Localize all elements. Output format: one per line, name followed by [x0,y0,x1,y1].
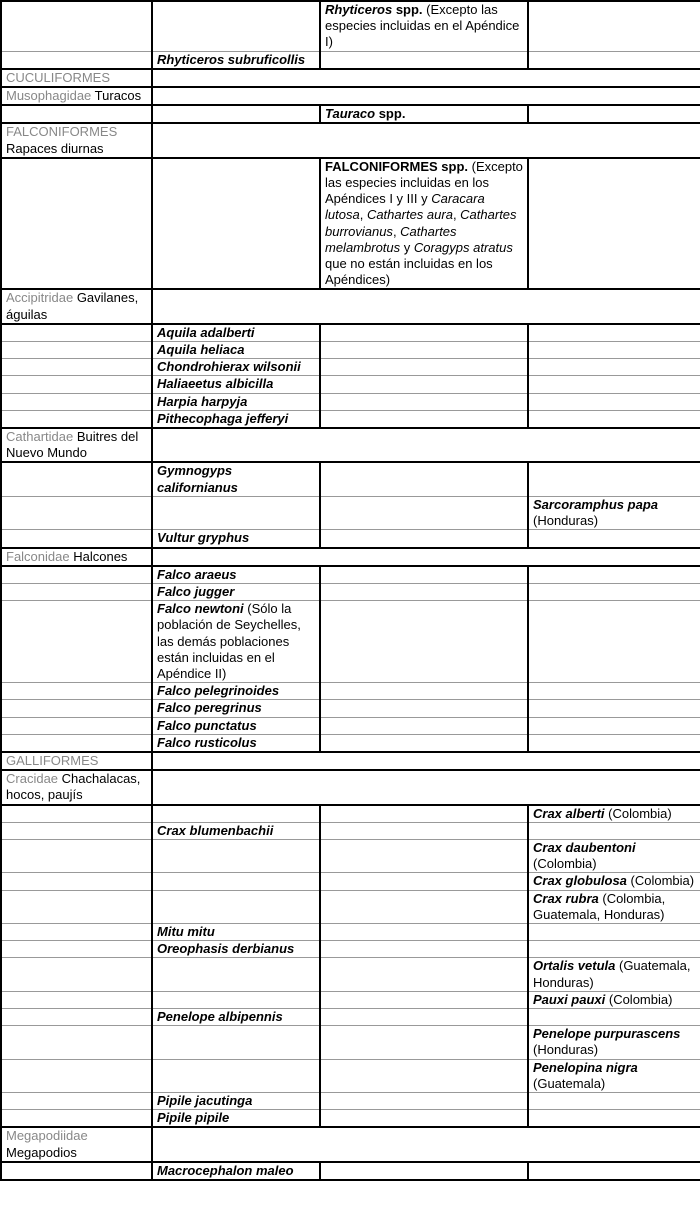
taxon-cell [1,923,152,940]
appendix-ii-cell [320,496,528,529]
note-text: y [400,239,414,255]
species-name: Falco jugger [157,583,235,599]
taxon-cell [1,462,152,496]
appendix-iii-cell [528,566,700,584]
species-name: Crax blumenbachii [157,822,274,838]
appendix-iii-cell [528,890,700,923]
taxon-cell [1,734,152,752]
taxon-cell [1,158,152,290]
species-row [1,941,700,958]
appendix-i-cell [152,1127,700,1161]
taxon-cell [1,770,152,804]
appendix-iii-cell [528,51,700,69]
appendix-iii-cell [528,530,700,548]
appendix-i-cell [152,359,320,376]
species-name: Macrocephalon maleo [157,1162,294,1178]
appendix-iii-cell [528,1008,700,1025]
species-name: Vultur gryphus [157,530,250,546]
appendix-iii-cell [528,734,700,752]
taxon-row [1,69,700,87]
taxon-row [1,87,700,105]
note-text: (Excepto las especies incluidas en los Apéndices I y III y [325,158,523,207]
species-row [1,890,700,923]
species-row [1,462,700,496]
appendix-iii-cell [528,873,700,890]
appendix-i-cell [152,530,320,548]
species-name: Gymnogyps californianus [157,463,238,495]
appendix-i-cell [152,69,700,87]
note-text: (Guatemala) [533,1075,606,1091]
species-row [1,359,700,376]
appendix-ii-cell [320,1093,528,1110]
taxon-cell [1,1008,152,1025]
species-name: Falco peregrinus [157,700,262,716]
taxon-cell [1,700,152,717]
appendix-ii-cell [320,583,528,600]
note-text: (Honduras) [533,1042,599,1058]
taxon-cell [1,1093,152,1110]
appendix-i-cell [152,1026,320,1059]
species-row [1,393,700,410]
taxon-name: Musophagidae [6,88,92,104]
taxon-cell [1,289,152,323]
appendix-ii-cell [320,683,528,700]
note-text: (Colombia) [626,873,695,889]
taxon-name: CUCULIFORMES [6,69,111,85]
species-row [1,583,700,600]
note-text: Gavilanes, águilas [6,290,139,322]
appendix-iii-cell [528,601,700,683]
species-row [1,923,700,940]
species-row [1,873,700,890]
taxon-cell [1,1110,152,1128]
appendix-i-cell [152,566,320,584]
note-text: , [392,223,401,239]
appendix-iii-cell [528,923,700,940]
taxon-cell [1,51,152,69]
species-name: Cathartes burrovianus [325,207,517,239]
taxon-row [1,1127,700,1161]
appendix-i-cell [152,734,320,752]
appendix-ii-cell [320,734,528,752]
species-name: Crax globulosa [533,873,627,889]
species-row [1,700,700,717]
appendix-iii-cell [528,958,700,991]
appendix-iii-cell [528,1110,700,1128]
appendix-ii-cell [320,1026,528,1059]
appendix-ii-cell [320,601,528,683]
appendix-i-cell [152,941,320,958]
species-row [1,991,700,1008]
note-text: (Sólo la población de Seychelles, las demás poblaciones están incluidas en el Apéndice II) [157,601,301,681]
appendix-iii-cell [528,1026,700,1059]
species-row [1,410,700,428]
note-text: que no están incluidas en los Apéndices) [325,256,493,288]
taxon-name: Falconidae [6,548,70,564]
appendix-i-cell [152,991,320,1008]
appendix-ii-cell [320,105,528,123]
species-row [1,1162,700,1180]
appendix-ii-cell [320,923,528,940]
appendix-i-cell [152,393,320,410]
taxon-name: Megapodiidae [6,1128,88,1144]
species-row [1,1026,700,1059]
appendix-i-cell [152,158,320,290]
species-name: spp. [375,106,406,122]
appendix-ii-cell [320,51,528,69]
appendix-i-cell [152,410,320,428]
note-text: Turacos [91,88,142,104]
species-name: Haliaeetus albicilla [157,376,274,392]
taxon-cell [1,1026,152,1059]
species-name: Penelope purpurascens [533,1026,681,1042]
appendix-iii-cell [528,410,700,428]
species-name: Cathartes aura [366,207,453,223]
species-row [1,1008,700,1025]
species-name: Falco rusticolus [157,734,257,750]
species-name: Penelopina nigra [533,1059,638,1075]
appendix-i-cell [152,583,320,600]
taxon-cell [1,839,152,872]
species-name: Crax alberti [533,805,605,821]
species-name: Aquila heliaca [157,342,245,358]
note-text: , [452,207,461,223]
appendix-i-cell [152,873,320,890]
appendix-iii-cell [528,683,700,700]
taxon-cell [1,566,152,584]
taxon-name: Cathartidae [6,429,74,445]
species-row [1,1059,700,1092]
appendix-i-cell [152,123,700,157]
appendix-i-cell [152,822,320,839]
taxon-cell [1,873,152,890]
species-row [1,734,700,752]
species-row [1,51,700,69]
note-text: (Honduras) [533,513,599,529]
taxon-cell [1,958,152,991]
appendix-ii-cell [320,566,528,584]
appendix-i-cell [152,683,320,700]
species-name: Chondrohierax wilsonii [157,359,301,375]
taxon-cell [1,410,152,428]
taxon-cell [1,717,152,734]
taxon-cell [1,105,152,123]
taxon-cell [1,583,152,600]
appendix-ii-cell [320,376,528,393]
appendix-iii-cell [528,941,700,958]
taxon-row [1,428,700,462]
appendix-i-cell [152,1093,320,1110]
species-row [1,1110,700,1128]
taxon-cell [1,601,152,683]
appendix-i-cell [152,770,700,804]
appendix-iii-cell [528,1,700,51]
appendix-i-cell [152,105,320,123]
note-text: (Colombia, Guatemala, Honduras) [533,890,666,922]
appendix-iii-cell [528,805,700,823]
species-name: Falco araeus [157,566,237,582]
appendix-i-cell [152,700,320,717]
species-name: Sarcoramphus papa [533,496,658,512]
taxon-cell [1,393,152,410]
taxon-name: FALCONIFORMES [6,124,118,140]
species-name: Falco punctatus [157,717,257,733]
appendix-i-cell [152,805,320,823]
species-row [1,324,700,342]
appendix-ii-cell [320,1059,528,1092]
taxon-cell [1,890,152,923]
appendix-iii-cell [528,1093,700,1110]
species-row [1,496,700,529]
species-row [1,958,700,991]
taxon-cell [1,991,152,1008]
species-row [1,839,700,872]
taxon-cell [1,376,152,393]
species-row [1,601,700,683]
appendix-i-cell [152,1059,320,1092]
table-body [1,1,700,1180]
appendix-ii-cell [320,1110,528,1128]
species-row [1,805,700,823]
note-text: (Excepto las especies incluidas en el Apéndice I) [325,2,520,50]
taxon-cell [1,548,152,566]
species-name: Oreophasis derbianus [157,941,295,957]
taxon-cell [1,805,152,823]
appendix-ii-cell [320,530,528,548]
taxon-cell [1,1059,152,1092]
taxon-cell [1,1162,152,1180]
appendix-i-cell [152,428,700,462]
appendix-i-cell [152,923,320,940]
appendix-iii-cell [528,342,700,359]
species-name: Harpia harpyja [157,393,248,409]
appendix-iii-cell [528,583,700,600]
appendix-ii-cell [320,342,528,359]
appendix-i-cell [152,1162,320,1180]
appendix-iii-cell [528,1059,700,1092]
species-name: Rhyticeros [325,2,393,17]
species-row [1,105,700,123]
appendix-ii-cell [320,890,528,923]
species-row [1,158,700,290]
appendix-i-cell [152,548,700,566]
note-text: Rapaces diurnas [6,140,104,156]
appendix-i-cell [152,752,700,770]
note-text: , [359,207,367,223]
appendix-iii-cell [528,717,700,734]
species-name: Crax rubra [533,890,599,906]
species-row [1,1,700,51]
taxon-cell [1,324,152,342]
taxon-cell [1,822,152,839]
taxon-name: Cracidae [6,771,59,787]
appendix-iii-cell [528,462,700,496]
appendix-iii-cell [528,376,700,393]
taxon-cell [1,342,152,359]
note-text: (Guatemala, Honduras) [533,958,691,990]
species-row [1,1093,700,1110]
taxon-cell [1,359,152,376]
appendix-ii-cell [320,410,528,428]
species-name: Aquila adalberti [157,324,255,340]
note-text: (Colombia) [533,856,597,872]
species-name: Penelope albipennis [157,1008,283,1024]
appendix-ii-cell [320,462,528,496]
appendix-i-cell [152,890,320,923]
species-name: Mitu mitu [157,923,215,939]
taxon-cell [1,123,152,157]
species-name: spp. [392,2,423,17]
taxon-cell [1,1,152,51]
taxon-row [1,548,700,566]
appendix-iii-cell [528,1162,700,1180]
taxon-cell [1,428,152,462]
appendix-i-cell [152,324,320,342]
species-row [1,342,700,359]
appendix-iii-cell [528,822,700,839]
species-name: Coragyps atratus [413,239,513,255]
species-row [1,566,700,584]
appendix-ii-cell [320,873,528,890]
appendix-ii-cell [320,941,528,958]
note-text: Halcones [69,548,128,564]
appendix-i-cell [152,717,320,734]
species-name: Falco newtoni [157,601,244,617]
taxon-cell [1,683,152,700]
species-name: Tauraco [325,106,376,122]
appendix-ii-cell [320,958,528,991]
species-name: Pauxi pauxi [533,991,606,1007]
taxon-cell [1,752,152,770]
appendix-i-cell [152,496,320,529]
taxon-name: Accipitridae [6,290,74,306]
appendix-ii-cell [320,700,528,717]
appendix-ii-cell [320,991,528,1008]
appendix-ii-cell [320,158,528,290]
appendix-ii-cell [320,359,528,376]
appendix-ii-cell [320,805,528,823]
species-row [1,717,700,734]
appendix-i-cell [152,839,320,872]
taxon-cell [1,87,152,105]
appendix-iii-cell [528,839,700,872]
appendix-i-cell [152,1110,320,1128]
species-row [1,530,700,548]
species-name: Caracara lutosa [325,191,485,223]
appendix-i-cell [152,289,700,323]
appendix-i-cell [152,342,320,359]
appendix-i-cell [152,1,320,51]
appendix-iii-cell [528,700,700,717]
appendix-iii-cell [528,496,700,529]
taxon-cell [1,530,152,548]
species-name: Falco pelegrinoides [157,683,280,699]
appendix-ii-cell [320,1,528,51]
species-name: Rhyticeros subruficollis [157,51,306,67]
species-name: Pipile jacutinga [157,1093,253,1108]
appendix-iii-cell [528,105,700,123]
taxon-cell [1,941,152,958]
appendix-i-cell [152,601,320,683]
appendix-iii-cell [528,393,700,410]
appendix-ii-cell [320,839,528,872]
species-name: Ortalis vetula [533,958,616,974]
taxon-row [1,289,700,323]
species-name: Cathartes melambrotus [325,223,457,255]
appendix-iii-cell [528,359,700,376]
appendix-iii-cell [528,991,700,1008]
appendix-ii-cell [320,393,528,410]
species-row [1,822,700,839]
appendix-i-cell [152,462,320,496]
taxon-cell [1,69,152,87]
appendix-i-cell [152,51,320,69]
appendix-i-cell [152,958,320,991]
appendix-i-cell [152,1008,320,1025]
taxon-row [1,752,700,770]
taxon-cell [1,496,152,529]
taxon-row [1,770,700,804]
appendix-ii-cell [320,717,528,734]
taxon-cell [1,1127,152,1161]
appendix-iii-cell [528,324,700,342]
species-name: FALCONIFORMES spp. [325,158,468,174]
species-name: Crax daubentoni [533,839,636,855]
species-row [1,683,700,700]
taxon-row [1,123,700,157]
appendix-i-cell [152,376,320,393]
appendix-ii-cell [320,1008,528,1025]
taxon-name: GALLIFORMES [6,752,99,768]
note-text: (Colombia) [604,805,672,821]
species-row [1,376,700,393]
appendix-ii-cell [320,324,528,342]
appendix-i-cell [152,87,700,105]
species-name: Pithecophaga jefferyi [157,410,289,426]
note-text: Chachalacas, hocos, paujís [6,771,141,803]
note-text: Megapodios [6,1144,77,1160]
appendix-iii-cell [528,158,700,290]
note-text: (Colombia) [605,991,673,1007]
note-text: Buitres del Nuevo Mundo [6,429,139,461]
appendix-ii-cell [320,1162,528,1180]
appendix-ii-cell [320,822,528,839]
species-name: Pipile pipile [157,1110,230,1126]
